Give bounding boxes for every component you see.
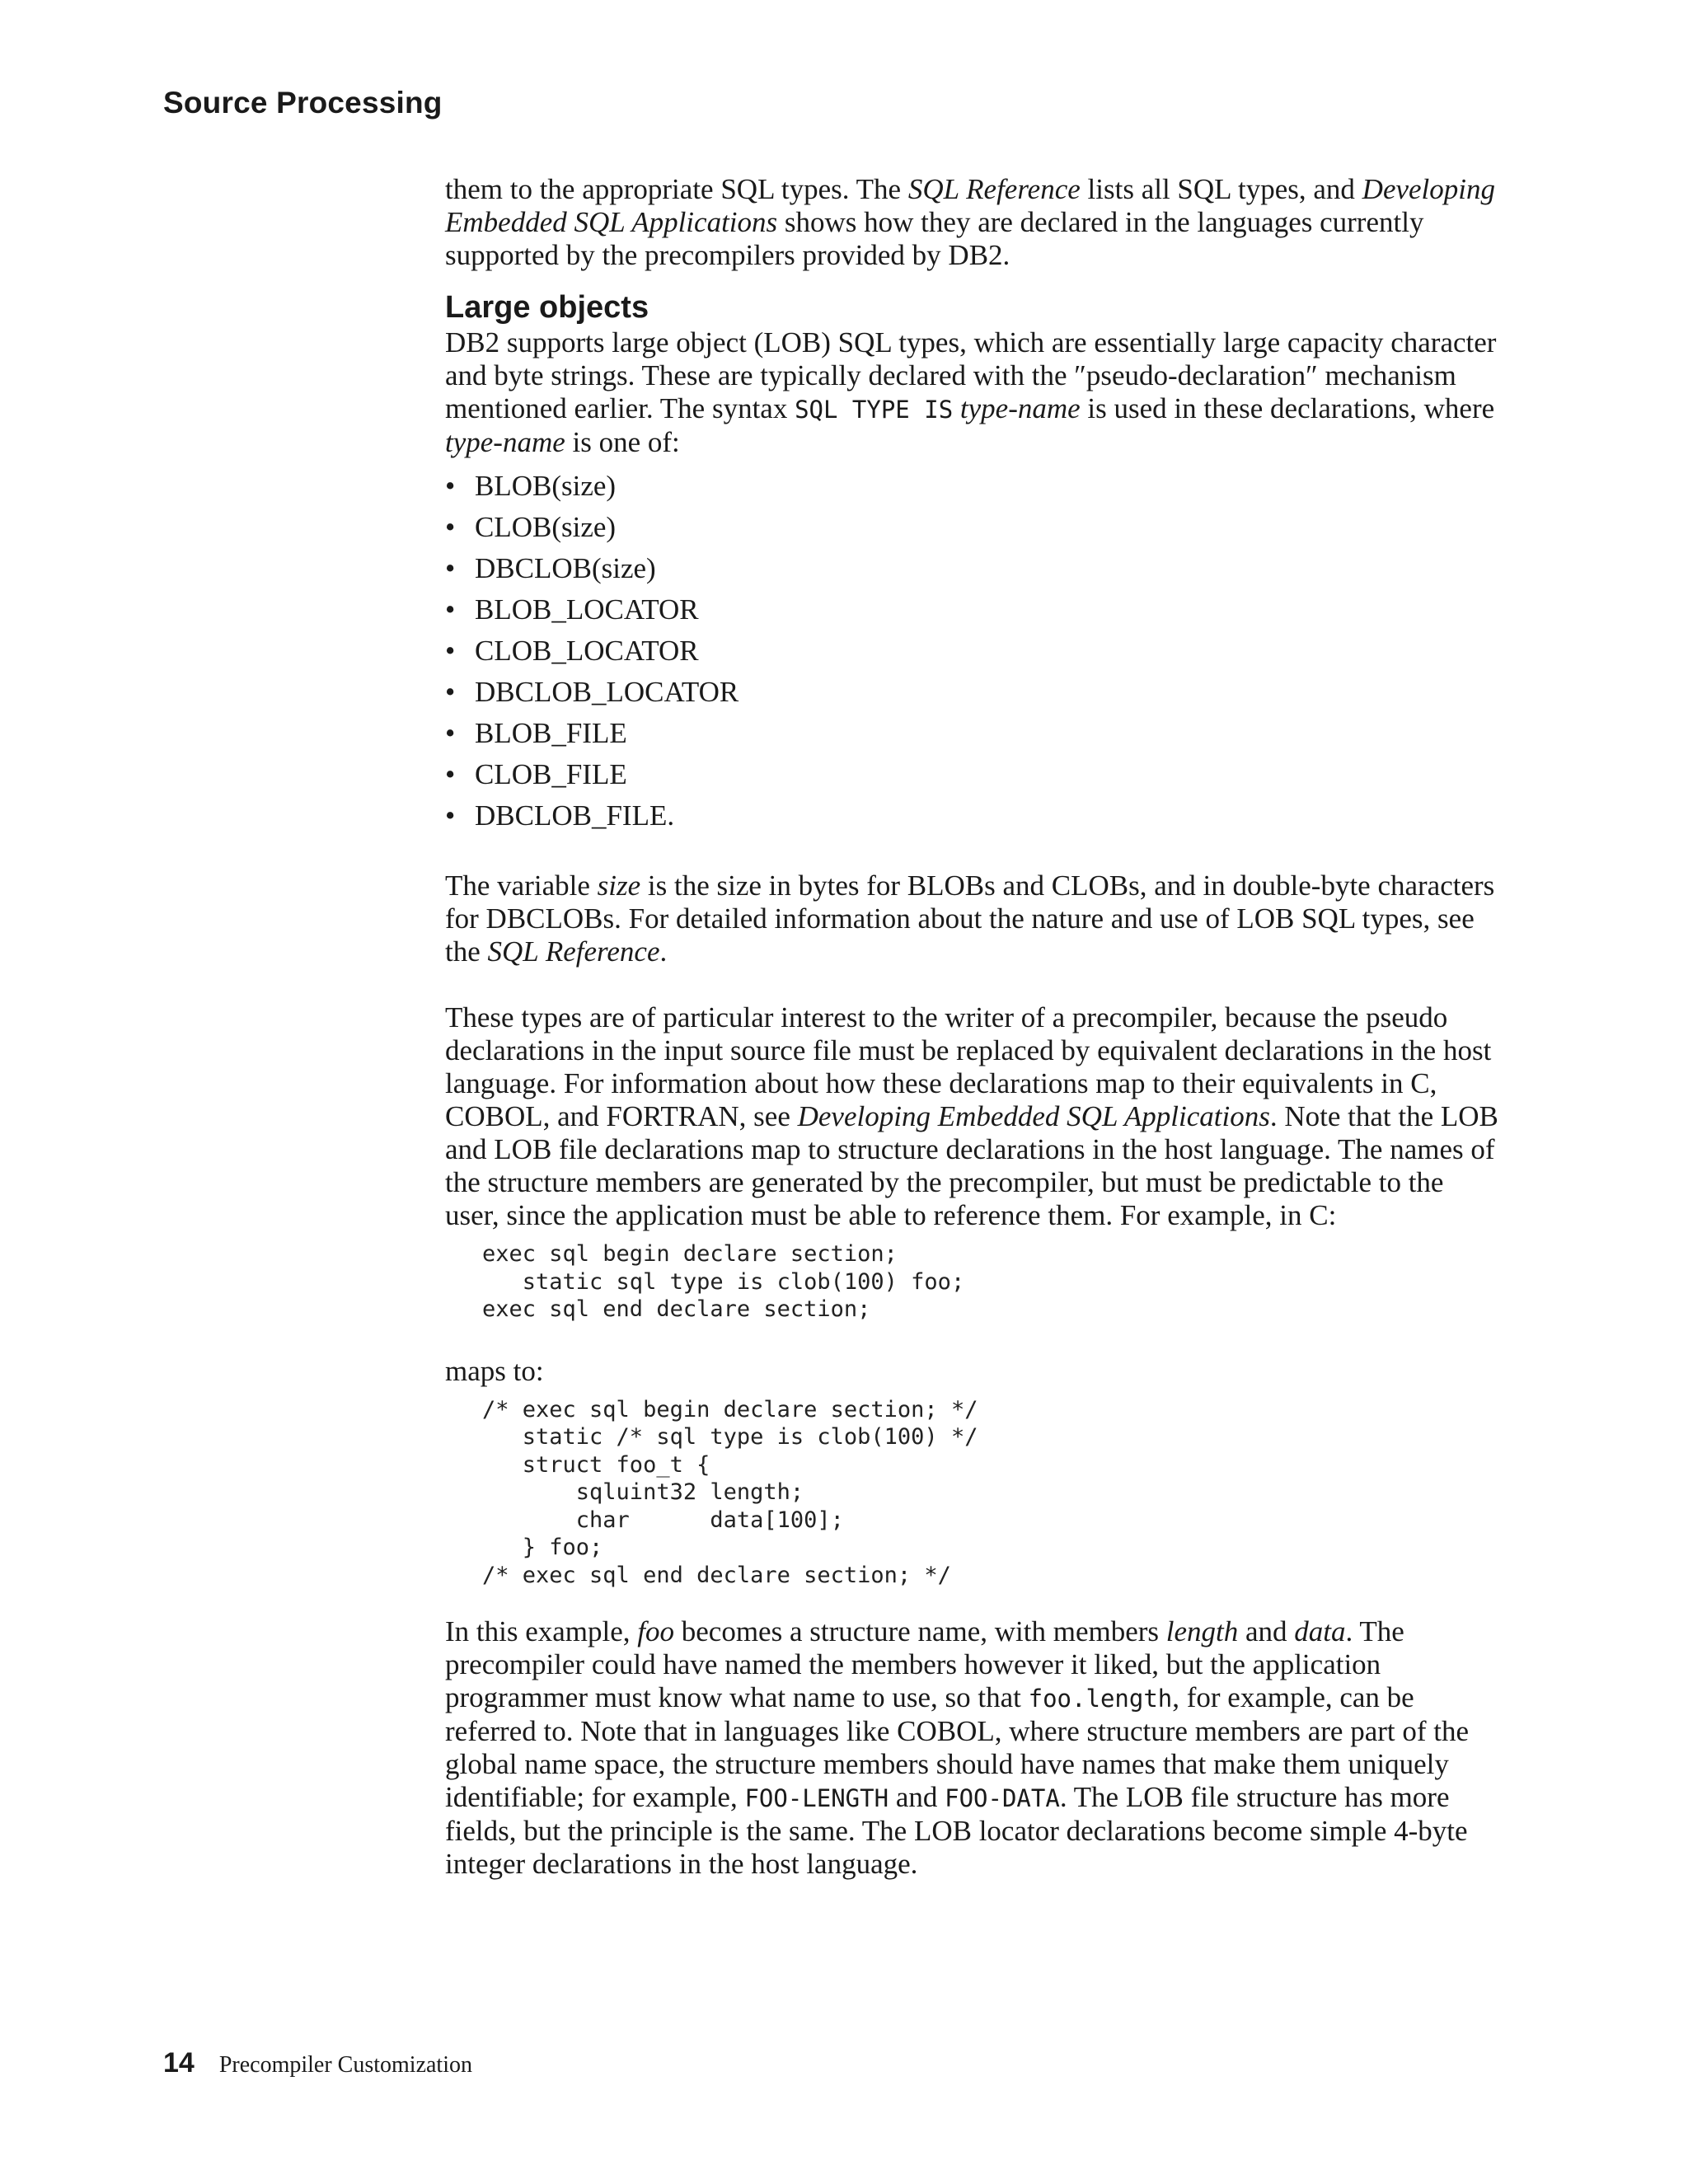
mapping-paragraph bbox=[445, 1001, 1500, 1232]
lob-type-list bbox=[445, 466, 1500, 837]
text-run: lists all SQL types, and bbox=[1080, 173, 1362, 205]
text-run: is the size in bytes for BLOBs and CLOBs, and in double-byte characters for DBCLOBs. For detailed information about the nature and use of LOB SQL types, see the bbox=[445, 869, 1495, 968]
size-paragraph bbox=[445, 869, 1500, 968]
list-item bbox=[445, 672, 1500, 713]
text-run: and bbox=[889, 1781, 945, 1813]
list-item bbox=[445, 713, 1500, 754]
text-run: is one of: bbox=[565, 426, 680, 458]
list-item-label: CLOB_FILE bbox=[475, 758, 627, 790]
list-item-label: BLOB(size) bbox=[475, 470, 617, 502]
list-item-label: BLOB_LOCATOR bbox=[475, 593, 699, 626]
code-example-declare: exec sql begin declare section; static sql type is clob(100) foo; exec sql end declare section; bbox=[482, 1241, 965, 1322]
text-run: These types are of particular interest to the writer of a precompiler, because the pseudo declarations in the input source file must be replaced by equivalent declarations in the host language. For information about how these declarations map to their equivalents in C, COBOL, and FORTRAN, see bbox=[445, 1001, 1492, 1132]
structure-paragraph bbox=[445, 1615, 1500, 1881]
list-item bbox=[445, 795, 1500, 837]
text-run bbox=[953, 392, 960, 424]
emphasis: type-name bbox=[445, 426, 565, 458]
body-column bbox=[445, 173, 1500, 1881]
emphasis: type-name bbox=[959, 392, 1081, 424]
spacer bbox=[445, 1589, 1500, 1615]
section-heading: Large objects bbox=[445, 290, 649, 325]
emphasis: length bbox=[1165, 1615, 1239, 1647]
page-number: 14 bbox=[163, 2047, 195, 2079]
text-run: DB2 supports large object (LOB) SQL types, which are essentially large capacity character and byte strings. These are typically declared with the ″pseudo-declaration″ mechanism mentioned earlier. The syntax bbox=[445, 326, 1497, 424]
text-run: and bbox=[1238, 1615, 1295, 1647]
spacer bbox=[445, 968, 1500, 1001]
text-run: , for example, can be referred to. Note that in languages like COBOL, where structure members are part of the global name space, the structure members should have names that make them uniquely identifiable; for example, bbox=[445, 1681, 1470, 1813]
list-item-label: DBCLOB_FILE. bbox=[475, 799, 675, 832]
bullet-icon: • bbox=[445, 635, 456, 667]
running-head: Source Processing bbox=[163, 86, 443, 120]
code-term: FOO-DATA bbox=[945, 1784, 1060, 1812]
bullet-icon: • bbox=[445, 552, 456, 584]
bullet-icon: • bbox=[445, 470, 456, 502]
text-run: . bbox=[659, 935, 668, 968]
code-term: FOO-LENGTH bbox=[744, 1784, 889, 1812]
bullet-icon: • bbox=[445, 676, 456, 708]
list-item bbox=[445, 630, 1500, 672]
text-run: The variable bbox=[445, 869, 598, 902]
text-run: becomes a structure name, with members bbox=[674, 1615, 1166, 1647]
list-item-label: CLOB_LOCATOR bbox=[475, 635, 699, 667]
page-footer bbox=[163, 2047, 472, 2079]
text-run: shows how they are declared in the languages currently supported by the precompilers provided by DB2. bbox=[445, 206, 1424, 271]
bullet-icon: • bbox=[445, 593, 456, 626]
text-run: them to the appropriate SQL types. The bbox=[445, 173, 908, 205]
list-item-label: BLOB_FILE bbox=[475, 717, 627, 749]
text-run: . The LOB file structure has more fields, but the principle is the same. The LOB locator declarations become simple 4-byte integer declarations in the host language. bbox=[445, 1781, 1468, 1880]
text-run: is used in these declarations, where bbox=[1080, 392, 1495, 424]
text-run: . Note that the LOB and LOB file declarations map to structure declarations in the host language. The names of the structure members are generated by the precompiler, but must be predictable to the user, since the application must be able to reference them. For example, in C: bbox=[445, 1100, 1498, 1231]
book-title-embedded-sql: Developing Embedded SQL Applications bbox=[797, 1100, 1270, 1132]
lob-intro-paragraph bbox=[445, 326, 1500, 459]
book-title-sql-reference: SQL Reference bbox=[487, 935, 660, 968]
bullet-icon: • bbox=[445, 758, 456, 790]
code-term: SQL TYPE IS bbox=[795, 396, 954, 424]
text-run: . The precompiler could have named the members however it liked, but the application programmer must know what name to use, so that bbox=[445, 1615, 1404, 1713]
emphasis: size bbox=[597, 869, 641, 902]
list-item bbox=[445, 466, 1500, 507]
bullet-icon: • bbox=[445, 717, 456, 749]
intro-paragraph bbox=[445, 173, 1500, 272]
code-term: foo.length bbox=[1028, 1685, 1173, 1713]
emphasis: foo bbox=[637, 1615, 675, 1647]
footer-book-title: Precompiler Customization bbox=[218, 2052, 472, 2078]
list-item-label: DBCLOB(size) bbox=[475, 552, 656, 584]
bullet-icon: • bbox=[445, 511, 456, 543]
list-item-label: CLOB(size) bbox=[475, 511, 617, 543]
code-example-mapped: /* exec sql begin declare section; */ static /* sql type is clob(100) */ struct foo_t { sqluint32 length; char data[100]; } foo; /* exec sql end declare section; */ bbox=[482, 1396, 978, 1588]
text-run: In this example, bbox=[445, 1615, 638, 1647]
list-item bbox=[445, 507, 1500, 548]
spacer bbox=[445, 837, 1500, 869]
list-item bbox=[445, 589, 1500, 630]
list-item-label: DBCLOB_LOCATOR bbox=[475, 676, 739, 708]
maps-to-label: maps to: bbox=[445, 1354, 544, 1387]
bullet-icon: • bbox=[445, 799, 456, 832]
book-title-sql-reference: SQL Reference bbox=[907, 173, 1081, 205]
book-title-embedded-sql: Developing Embedded SQL Applications bbox=[445, 173, 1495, 238]
emphasis: data bbox=[1294, 1615, 1346, 1647]
list-item bbox=[445, 548, 1500, 589]
list-item bbox=[445, 754, 1500, 795]
